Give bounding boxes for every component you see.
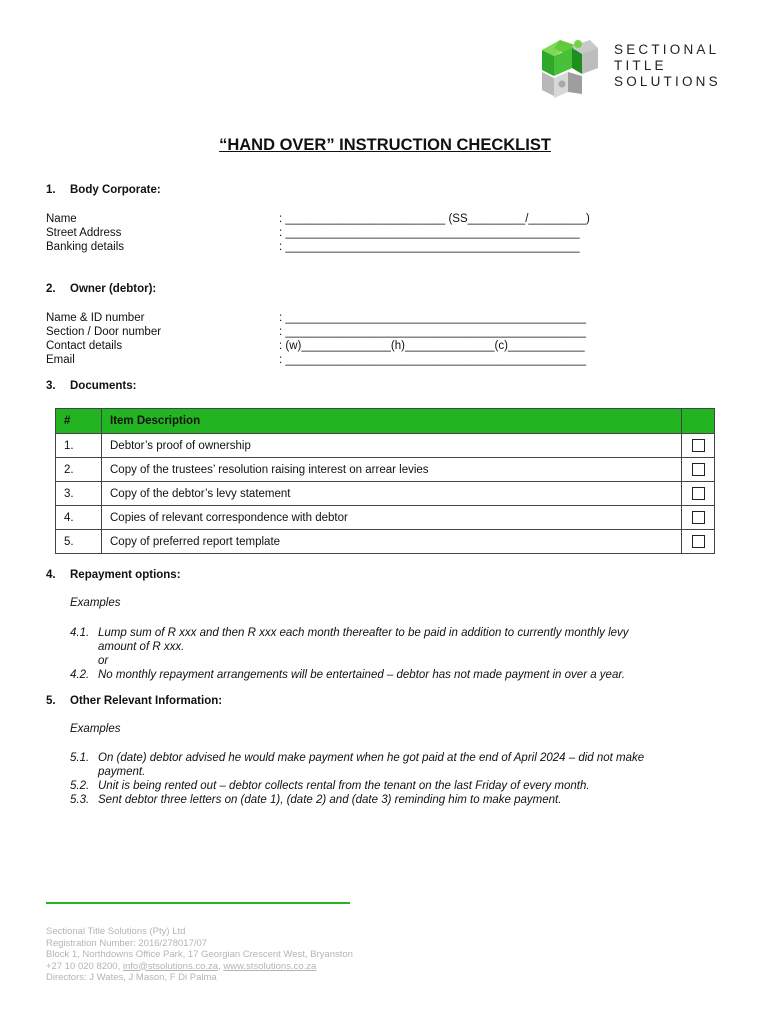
- row-number: 3.: [56, 482, 102, 506]
- row-number: 2.: [56, 458, 102, 482]
- field-label-name-id: Name & ID number: [46, 312, 145, 324]
- examples-label: Examples: [70, 597, 121, 609]
- puzzle-cube-logo-icon: [538, 36, 600, 100]
- owner-values: [279, 311, 586, 367]
- body-corporate-labels: [46, 212, 124, 254]
- row-checkbox-cell: [682, 458, 715, 482]
- row-checkbox-cell: [682, 434, 715, 458]
- field-label-street-address: Street Address: [46, 227, 122, 239]
- page-title: “HAND OVER” INSTRUCTION CHECKLIST: [219, 136, 551, 154]
- section-number: 5.: [46, 695, 56, 707]
- checkbox[interactable]: [692, 511, 705, 524]
- section-number: 2.: [46, 283, 56, 295]
- section-heading: Documents:: [70, 380, 137, 392]
- row-number: 4.: [56, 506, 102, 530]
- logo-line-3: SOLUTIONS: [614, 74, 721, 89]
- row-checkbox-cell: [682, 530, 715, 554]
- item-text: Lump sum of R xxx and then R xxx each month thereafter to be paid in addition to currently monthly levy: [98, 627, 629, 639]
- owner-labels: [46, 311, 161, 367]
- item-number: 4.2.: [70, 669, 90, 681]
- footer-divider: [46, 902, 350, 904]
- footer-phone: +27 10 020 8200,: [46, 960, 123, 972]
- footer-registration: Registration Number: 2016/278017/07: [46, 937, 208, 949]
- section-number: 1.: [46, 184, 56, 196]
- footer-email-link[interactable]: info@stsolutions.co.za: [122, 960, 219, 972]
- section-owner-heading: [46, 283, 156, 295]
- table-header-row: [56, 409, 715, 434]
- item-number: 5.1.: [70, 752, 90, 764]
- field-label-contact-details: Contact details: [46, 340, 123, 352]
- section-heading: Body Corporate:: [70, 184, 161, 196]
- field-blank-email[interactable]: : _______________________________________________: [279, 354, 586, 366]
- table-row: [56, 530, 715, 554]
- field-label-banking-details: Banking details: [46, 241, 124, 253]
- footer-company: Sectional Title Solutions (Pty) Ltd: [46, 926, 186, 937]
- section-heading: Other Relevant Information:: [70, 695, 223, 707]
- table-row: [56, 482, 715, 506]
- field-label-section-door: Section / Door number: [46, 326, 162, 338]
- row-description: Debtor’s proof of ownership: [102, 434, 682, 458]
- checkbox[interactable]: [692, 487, 705, 500]
- row-description: Copies of relevant correspondence with debtor: [102, 506, 682, 530]
- row-description: Copy of the debtor’s levy statement: [102, 482, 682, 506]
- row-description: Copy of preferred report template: [102, 530, 682, 554]
- field-blank-street-address[interactable]: : ______________________________________________: [279, 227, 580, 239]
- column-header-description: Item Description: [102, 409, 682, 434]
- list-item: [70, 626, 629, 682]
- list-item: [70, 751, 644, 807]
- checkbox[interactable]: [692, 535, 705, 548]
- logo-line-1: SECTIONAL: [614, 42, 720, 57]
- section-repayment-heading: [46, 569, 181, 581]
- row-number: 5.: [56, 530, 102, 554]
- item-text-continued: amount of R xxx.: [98, 641, 185, 653]
- table-row: [56, 458, 715, 482]
- item-text-continued: payment.: [98, 766, 146, 778]
- checkbox[interactable]: [692, 439, 705, 452]
- footer-website-link[interactable]: www.stsolutions.co.za: [223, 960, 317, 972]
- field-blank-contact-details[interactable]: : (w)______________(h)______________(c)____________: [279, 340, 585, 352]
- company-logo-text: [614, 42, 721, 90]
- field-blank-name[interactable]: : _________________________ (SS_________/_________): [279, 213, 590, 225]
- column-header-check: [682, 409, 715, 434]
- section-heading: Owner (debtor):: [70, 283, 157, 295]
- logo-line-2: TITLE: [614, 58, 667, 73]
- field-blank-section-door[interactable]: : _______________________________________________: [279, 326, 586, 338]
- section-body-corporate-heading: [46, 184, 161, 196]
- item-text: Sent debtor three letters on (date 1), (date 2) and (date 3) reminding him to make payment.: [98, 794, 562, 806]
- field-blank-name-id[interactable]: : _______________________________________________: [279, 312, 586, 324]
- item-text-or: or: [98, 655, 109, 667]
- row-checkbox-cell: [682, 506, 715, 530]
- examples-label: Examples: [70, 723, 121, 735]
- section-other-info-heading: [46, 695, 222, 707]
- row-checkbox-cell: [682, 482, 715, 506]
- checkbox[interactable]: [692, 463, 705, 476]
- field-label-name: Name: [46, 213, 77, 225]
- footer-directors: Directors: J Wates, J Mason, F Di Palma: [46, 972, 217, 983]
- item-text: No monthly repayment arrangements will be entertained – debtor has not made payment in over a year.: [98, 669, 625, 681]
- table-row: [56, 506, 715, 530]
- row-description: Copy of the trustees’ resolution raising interest on arrear levies: [102, 458, 682, 482]
- row-number: 1.: [56, 434, 102, 458]
- footer-separator: ,: [218, 960, 224, 972]
- field-blank-banking-details[interactable]: : ______________________________________________: [279, 241, 580, 253]
- body-corporate-values: [279, 212, 590, 254]
- section-number: 3.: [46, 380, 56, 392]
- documents-table: [55, 408, 715, 554]
- section-heading: Repayment options:: [70, 569, 181, 581]
- item-text: Unit is being rented out – debtor collects rental from the tenant on the last Friday of every month.: [98, 780, 590, 792]
- item-number: 5.2.: [70, 780, 90, 792]
- footer-address: Block 1, Northdowns Office Park, 17 Georgian Crescent West, Bryanston: [46, 949, 353, 960]
- footer: [46, 926, 353, 984]
- item-number: 4.1.: [70, 627, 90, 639]
- field-label-email: Email: [46, 354, 75, 366]
- section-number: 4.: [46, 569, 56, 581]
- item-number: 5.3.: [70, 794, 90, 806]
- column-header-number: #: [56, 409, 102, 434]
- section-documents-heading: [46, 380, 136, 392]
- table-row: [56, 434, 715, 458]
- item-text: On (date) debtor advised he would make payment when he got paid at the end of April 2024 – did not make: [98, 752, 645, 764]
- footer-contact: [46, 961, 353, 973]
